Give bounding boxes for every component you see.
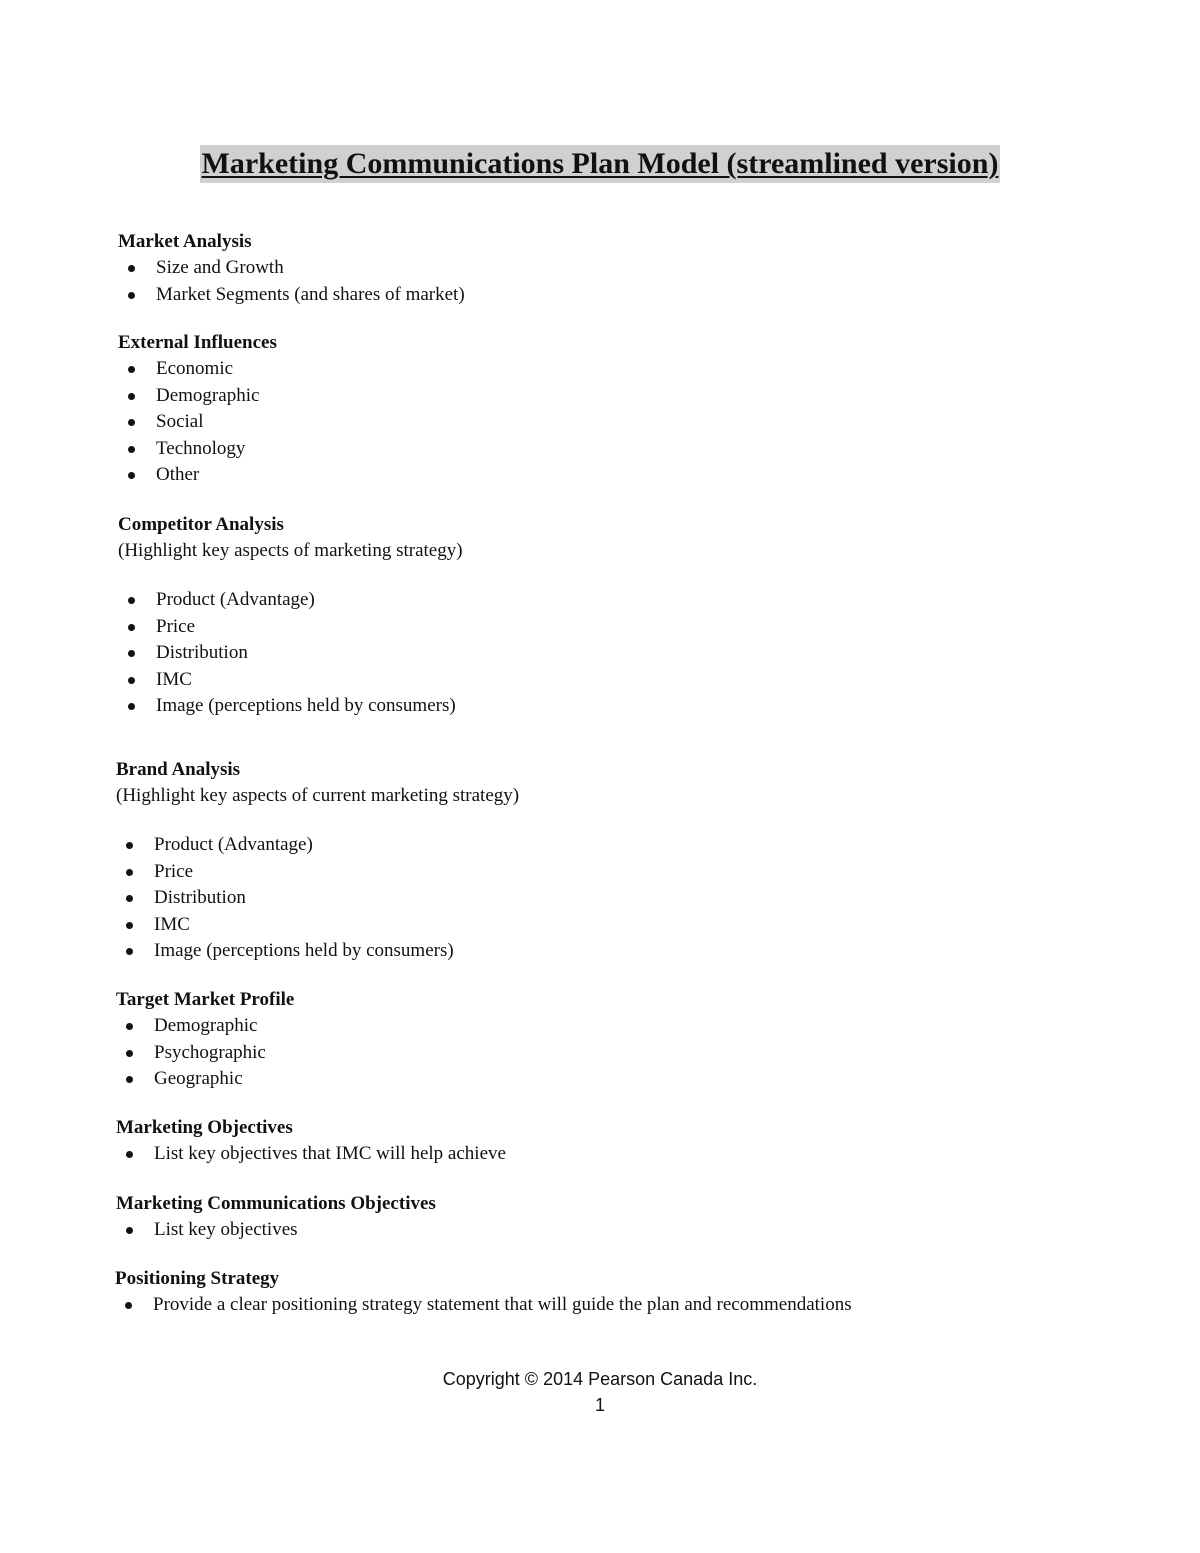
bullet-icon [128, 472, 135, 479]
list-item: Geographic [119, 1066, 1116, 1093]
list-item: Technology [121, 436, 1118, 463]
list-item: Image (perceptions held by consumers) [119, 938, 1116, 965]
section-heading: Positioning Strategy [115, 1268, 280, 1289]
document-title: Marketing Communications Plan Model (streamlined version) [200, 145, 1001, 183]
bullet-icon [126, 1076, 133, 1083]
bullet-list [118, 587, 1118, 720]
list-item: Product (Advantage) [119, 832, 1116, 859]
bullet-icon [126, 948, 133, 955]
title-container [0, 145, 1200, 183]
bullet-icon [128, 393, 135, 400]
bullet-list [118, 356, 1118, 489]
bullet-icon [128, 650, 135, 657]
list-item: Other [121, 462, 1118, 489]
page-number: 1 [594, 1395, 605, 1415]
bullet-list [116, 1141, 1116, 1168]
bullet-icon [128, 677, 135, 684]
bullet-icon [126, 1227, 133, 1234]
bullet-icon [126, 922, 133, 929]
list-item: Provide a clear positioning strategy statement that will guide the plan and recommendations [118, 1292, 1115, 1319]
list-item: Economic [121, 356, 1118, 383]
bullet-icon [128, 624, 135, 631]
section-heading: Target Market Profile [116, 989, 295, 1010]
section-competitor-analysis [118, 512, 1118, 720]
section-heading: Marketing Communications Objectives [116, 1193, 436, 1214]
section-note: (Highlight key aspects of marketing strategy) [118, 540, 463, 561]
list-item: Demographic [121, 383, 1118, 410]
list-item: IMC [119, 912, 1116, 939]
bullet-icon [125, 1302, 132, 1309]
bullet-icon [126, 869, 133, 876]
list-item: Distribution [119, 885, 1116, 912]
bullet-icon [126, 895, 133, 902]
section-marketing-objectives [116, 1115, 1116, 1168]
bullet-icon [128, 703, 135, 710]
section-target-market-profile [116, 987, 1116, 1093]
section-marketing-communications-objectives [116, 1191, 1116, 1244]
section-heading: Marketing Objectives [116, 1117, 293, 1138]
list-item: Price [119, 859, 1116, 886]
section-note: (Highlight key aspects of current marketing strategy) [116, 785, 520, 806]
list-item: Social [121, 409, 1118, 436]
bullet-list [116, 832, 1116, 965]
list-item: List key objectives [119, 1217, 1116, 1244]
bullet-icon [126, 1151, 133, 1158]
bullet-icon [128, 597, 135, 604]
bullet-icon [126, 1023, 133, 1030]
section-external-influences [118, 330, 1118, 489]
bullet-icon [128, 292, 135, 299]
section-heading: Competitor Analysis [118, 514, 284, 535]
section-heading: External Influences [118, 332, 277, 353]
section-market-analysis [118, 229, 1118, 308]
list-item: Price [121, 614, 1118, 641]
list-item: Demographic [119, 1013, 1116, 1040]
list-item: Market Segments (and shares of market) [121, 282, 1118, 309]
list-item: Psychographic [119, 1040, 1116, 1067]
bullet-icon [126, 1050, 133, 1057]
list-item: Size and Growth [121, 255, 1118, 282]
section-heading: Market Analysis [118, 231, 252, 252]
list-item: Distribution [121, 640, 1118, 667]
list-item: IMC [121, 667, 1118, 694]
bullet-list [116, 1013, 1116, 1093]
bullet-icon [128, 366, 135, 373]
footer-copyright: Copyright © 2014 Pearson Canada Inc. [442, 1369, 758, 1389]
bullet-icon [126, 842, 133, 849]
section-brand-analysis [116, 757, 1116, 965]
bullet-icon [128, 446, 135, 453]
section-positioning-strategy [115, 1266, 1115, 1319]
list-item: List key objectives that IMC will help achieve [119, 1141, 1116, 1168]
bullet-icon [128, 419, 135, 426]
list-item: Product (Advantage) [121, 587, 1118, 614]
list-item: Image (perceptions held by consumers) [121, 693, 1118, 720]
bullet-list [115, 1292, 1115, 1319]
bullet-list [118, 255, 1118, 308]
section-heading: Brand Analysis [116, 759, 241, 780]
bullet-list [116, 1217, 1116, 1244]
bullet-icon [128, 265, 135, 272]
